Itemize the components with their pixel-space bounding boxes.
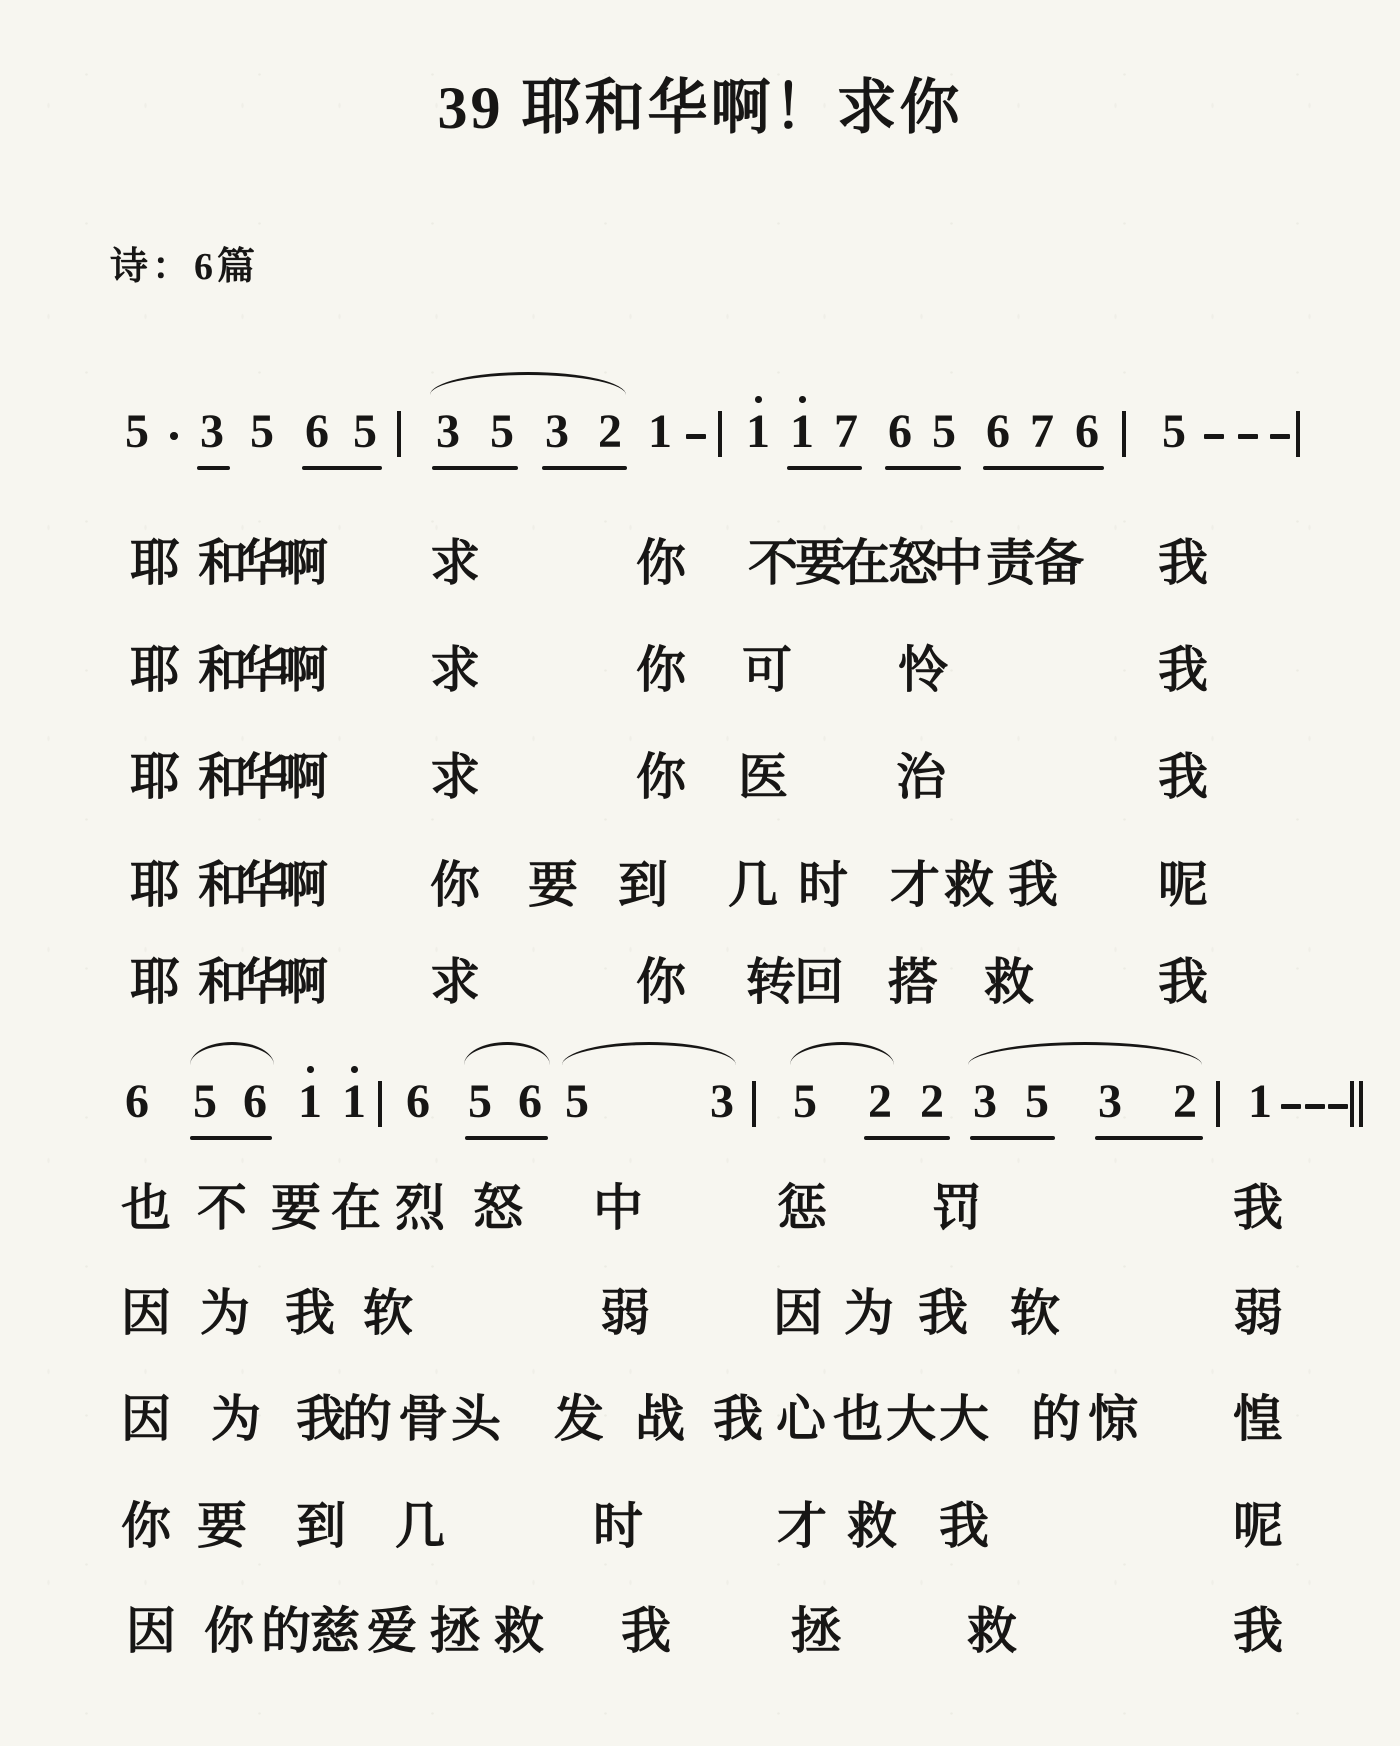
lyric-char: 你 [430,857,480,913]
lyric-char: 因 [121,1391,171,1447]
lyric-char: 头 [451,1391,501,1447]
lyric-char: 几 [728,857,778,913]
slur-arc [790,1042,894,1065]
lyric-char: 中 [593,1180,643,1236]
note-digit: 3 [973,1075,997,1128]
note-digit: 1 [648,405,672,458]
note-digit: 3 [1098,1075,1122,1128]
note-digit: 6 [125,1075,149,1128]
lyric-char: 医 [738,749,788,805]
lyric-char: 你 [636,642,686,698]
lyric-char: 怒 [473,1180,523,1236]
duration-dash [1270,434,1290,439]
barline [378,1081,382,1127]
lyric-char: 的 [342,1391,392,1447]
lyric-char: 要 [271,1180,321,1236]
lyric-char: 和 [198,749,248,805]
lyric-char: 时 [798,857,848,913]
lyric-char: 救 [494,1603,544,1659]
lyric-char: 耶 [130,857,180,913]
lyric-char: 怒 [888,535,938,591]
duration-dash [1305,1104,1325,1109]
note-digit: 5 [353,405,377,458]
lyric-char: 在 [331,1180,381,1236]
note-digit: 5 [932,405,956,458]
barline [397,411,401,457]
lyric-char: 也 [121,1180,171,1236]
lyric-char: 软 [1010,1285,1060,1341]
duration-dash [1281,1104,1301,1109]
lyric-char: 烈 [395,1180,445,1236]
note-digit: 5 [468,1075,492,1128]
lyric-char: 爱 [367,1603,417,1659]
note-digit: 5 [250,405,274,458]
lyric-char: 我 [1233,1603,1283,1659]
eighth-beam [465,1136,548,1140]
lyric-char: 的 [261,1603,311,1659]
eighth-beam [864,1136,950,1140]
lyric-char: 啊 [278,749,328,805]
note-digit: 5 [793,1075,817,1128]
lyric-char: 耶 [130,642,180,698]
eighth-beam [302,466,382,470]
duration-dash [686,434,706,439]
duration-dash [1238,434,1258,439]
lyric-char: 我 [1158,535,1208,591]
lyric-char: 软 [363,1285,413,1341]
page-title: 39 耶和华啊！求你 [437,75,963,141]
barline [752,1081,756,1127]
lyric-char: 啊 [278,954,328,1010]
lyric-char: 要 [528,857,578,913]
note-digit: 2 [1173,1075,1197,1128]
lyric-char: 到 [618,857,668,913]
lyric-char: 我 [713,1391,763,1447]
octave-dot [799,396,806,403]
lyric-char: 你 [121,1498,171,1554]
note-digit: 6 [518,1075,542,1128]
note-digit: 5 [1162,405,1186,458]
lyric-char: 时 [593,1498,643,1554]
lyric-char: 我 [285,1285,335,1341]
lyric-char: 求 [430,954,480,1010]
lyric-char: 你 [636,535,686,591]
note-digit: 6 [1075,405,1099,458]
note-digit: 3 [200,405,224,458]
lyric-char: 搭 [888,954,938,1010]
lyric-char: 我 [1233,1180,1283,1236]
note-digit: 3 [710,1075,734,1128]
lyric-char: 华 [238,535,288,591]
lyric-char: 惊 [1088,1391,1138,1447]
lyric-char: 惶 [1233,1391,1283,1447]
duration-dash [1328,1104,1348,1109]
eighth-beam [1095,1136,1203,1140]
slur-arc [190,1042,274,1065]
lyric-char: 不 [197,1180,247,1236]
final-barline [1359,1081,1363,1127]
lyric-char: 拯 [430,1603,480,1659]
lyric-char: 要 [197,1498,247,1554]
note-digit: 1 [746,405,770,458]
lyric-char: 因 [126,1603,176,1659]
slur-arc [430,372,626,395]
note-digit: 5 [490,405,514,458]
barline [1216,1081,1220,1127]
lyric-char: 为 [200,1285,250,1341]
lyric-char: 要 [795,535,845,591]
lyric-char: 到 [296,1498,346,1554]
lyric-char: 呢 [1158,857,1208,913]
lyric-char: 因 [121,1285,171,1341]
lyric-char: 华 [238,642,288,698]
octave-dot [755,396,762,403]
lyric-char: 的 [1031,1391,1081,1447]
lyric-char: 弱 [1233,1285,1283,1341]
slur-arc [464,1042,550,1065]
note-digit: 2 [868,1075,892,1128]
lyric-char: 战 [635,1391,685,1447]
eighth-beam [787,466,862,470]
lyric-char: 啊 [278,857,328,913]
lyric-char: 救 [967,1603,1017,1659]
lyric-char: 和 [198,535,248,591]
lyric-char: 惩 [777,1180,827,1236]
lyric-char: 我 [1158,749,1208,805]
lyric-char: 你 [636,749,686,805]
lyric-char: 我 [621,1603,671,1659]
lyric-char: 才 [777,1498,827,1554]
lyric-char: 耶 [130,535,180,591]
note-digit: 7 [1030,405,1054,458]
rhythm-dot [170,432,178,440]
duration-dash [1204,434,1224,439]
lyric-char: 救 [944,857,994,913]
lyric-char: 才 [890,857,940,913]
lyric-char: 和 [198,857,248,913]
note-digit: 1 [298,1075,322,1128]
lyric-char: 为 [844,1285,894,1341]
note-digit: 6 [243,1075,267,1128]
lyric-char: 转 [746,954,796,1010]
lyric-char: 责 [986,535,1036,591]
lyric-char: 也 [833,1391,883,1447]
lyric-char: 耶 [130,954,180,1010]
lyric-char: 为 [211,1391,261,1447]
lyric-char: 啊 [278,642,328,698]
note-digit: 5 [565,1075,589,1128]
lyric-char: 我 [1158,954,1208,1010]
lyric-char: 我 [1008,857,1058,913]
lyric-char: 华 [238,857,288,913]
lyric-char: 罚 [932,1180,982,1236]
lyric-char: 几 [395,1498,445,1554]
lyric-char: 我 [918,1285,968,1341]
eighth-beam [885,466,961,470]
lyric-char: 慈 [310,1603,360,1659]
note-digit: 5 [125,405,149,458]
lyric-char: 大 [939,1391,989,1447]
note-digit: 6 [986,405,1010,458]
lyric-char: 心 [776,1391,826,1447]
lyric-char: 你 [636,954,686,1010]
lyric-char: 求 [430,535,480,591]
note-digit: 7 [834,405,858,458]
lyric-char: 呢 [1233,1498,1283,1554]
note-digit: 2 [598,405,622,458]
barline [1122,411,1126,457]
note-digit: 3 [545,405,569,458]
eighth-beam [542,466,627,470]
lyric-char: 华 [238,749,288,805]
lyric-char: 怜 [898,642,948,698]
lyric-char: 拯 [791,1603,841,1659]
lyric-char: 我 [296,1391,346,1447]
slur-arc [968,1042,1202,1065]
lyric-char: 救 [847,1498,897,1554]
lyric-char: 治 [896,749,946,805]
note-digit: 1 [1248,1075,1272,1128]
octave-dot [307,1066,314,1073]
note-digit: 6 [406,1075,430,1128]
eighth-beam [970,1136,1055,1140]
lyric-char: 啊 [278,535,328,591]
lyric-char: 和 [198,642,248,698]
lyric-char: 和 [198,954,248,1010]
lyric-char: 可 [742,642,792,698]
note-digit: 2 [920,1075,944,1128]
eighth-beam [432,466,518,470]
note-digit: 6 [305,405,329,458]
lyric-char: 中 [933,535,983,591]
lyric-char: 救 [984,954,1034,1010]
lyric-char: 在 [840,535,890,591]
psalm-reference: 诗：6篇 [110,246,260,288]
lyric-char: 我 [1158,642,1208,698]
lyric-char: 我 [939,1498,989,1554]
note-digit: 1 [790,405,814,458]
lyric-char: 求 [430,642,480,698]
barline [718,411,722,457]
lyric-char: 发 [554,1391,604,1447]
final-barline [1350,1081,1354,1127]
note-digit: 5 [193,1075,217,1128]
note-digit: 1 [342,1075,366,1128]
slur-arc [562,1042,736,1065]
lyric-char: 大 [886,1391,936,1447]
lyric-char: 你 [204,1603,254,1659]
lyric-char: 备 [1034,535,1084,591]
octave-dot [351,1066,358,1073]
eighth-beam [983,466,1104,470]
lyric-char: 华 [238,954,288,1010]
note-digit: 3 [436,405,460,458]
eighth-beam [197,466,230,470]
lyric-char: 因 [773,1285,823,1341]
barline [1296,411,1300,457]
lyric-char: 弱 [600,1285,650,1341]
lyric-char: 回 [794,954,844,1010]
note-digit: 6 [888,405,912,458]
note-digit: 5 [1025,1075,1049,1128]
lyric-char: 耶 [130,749,180,805]
eighth-beam [190,1136,272,1140]
lyric-char: 不 [748,535,798,591]
lyric-char: 骨 [398,1391,448,1447]
lyric-char: 求 [430,749,480,805]
